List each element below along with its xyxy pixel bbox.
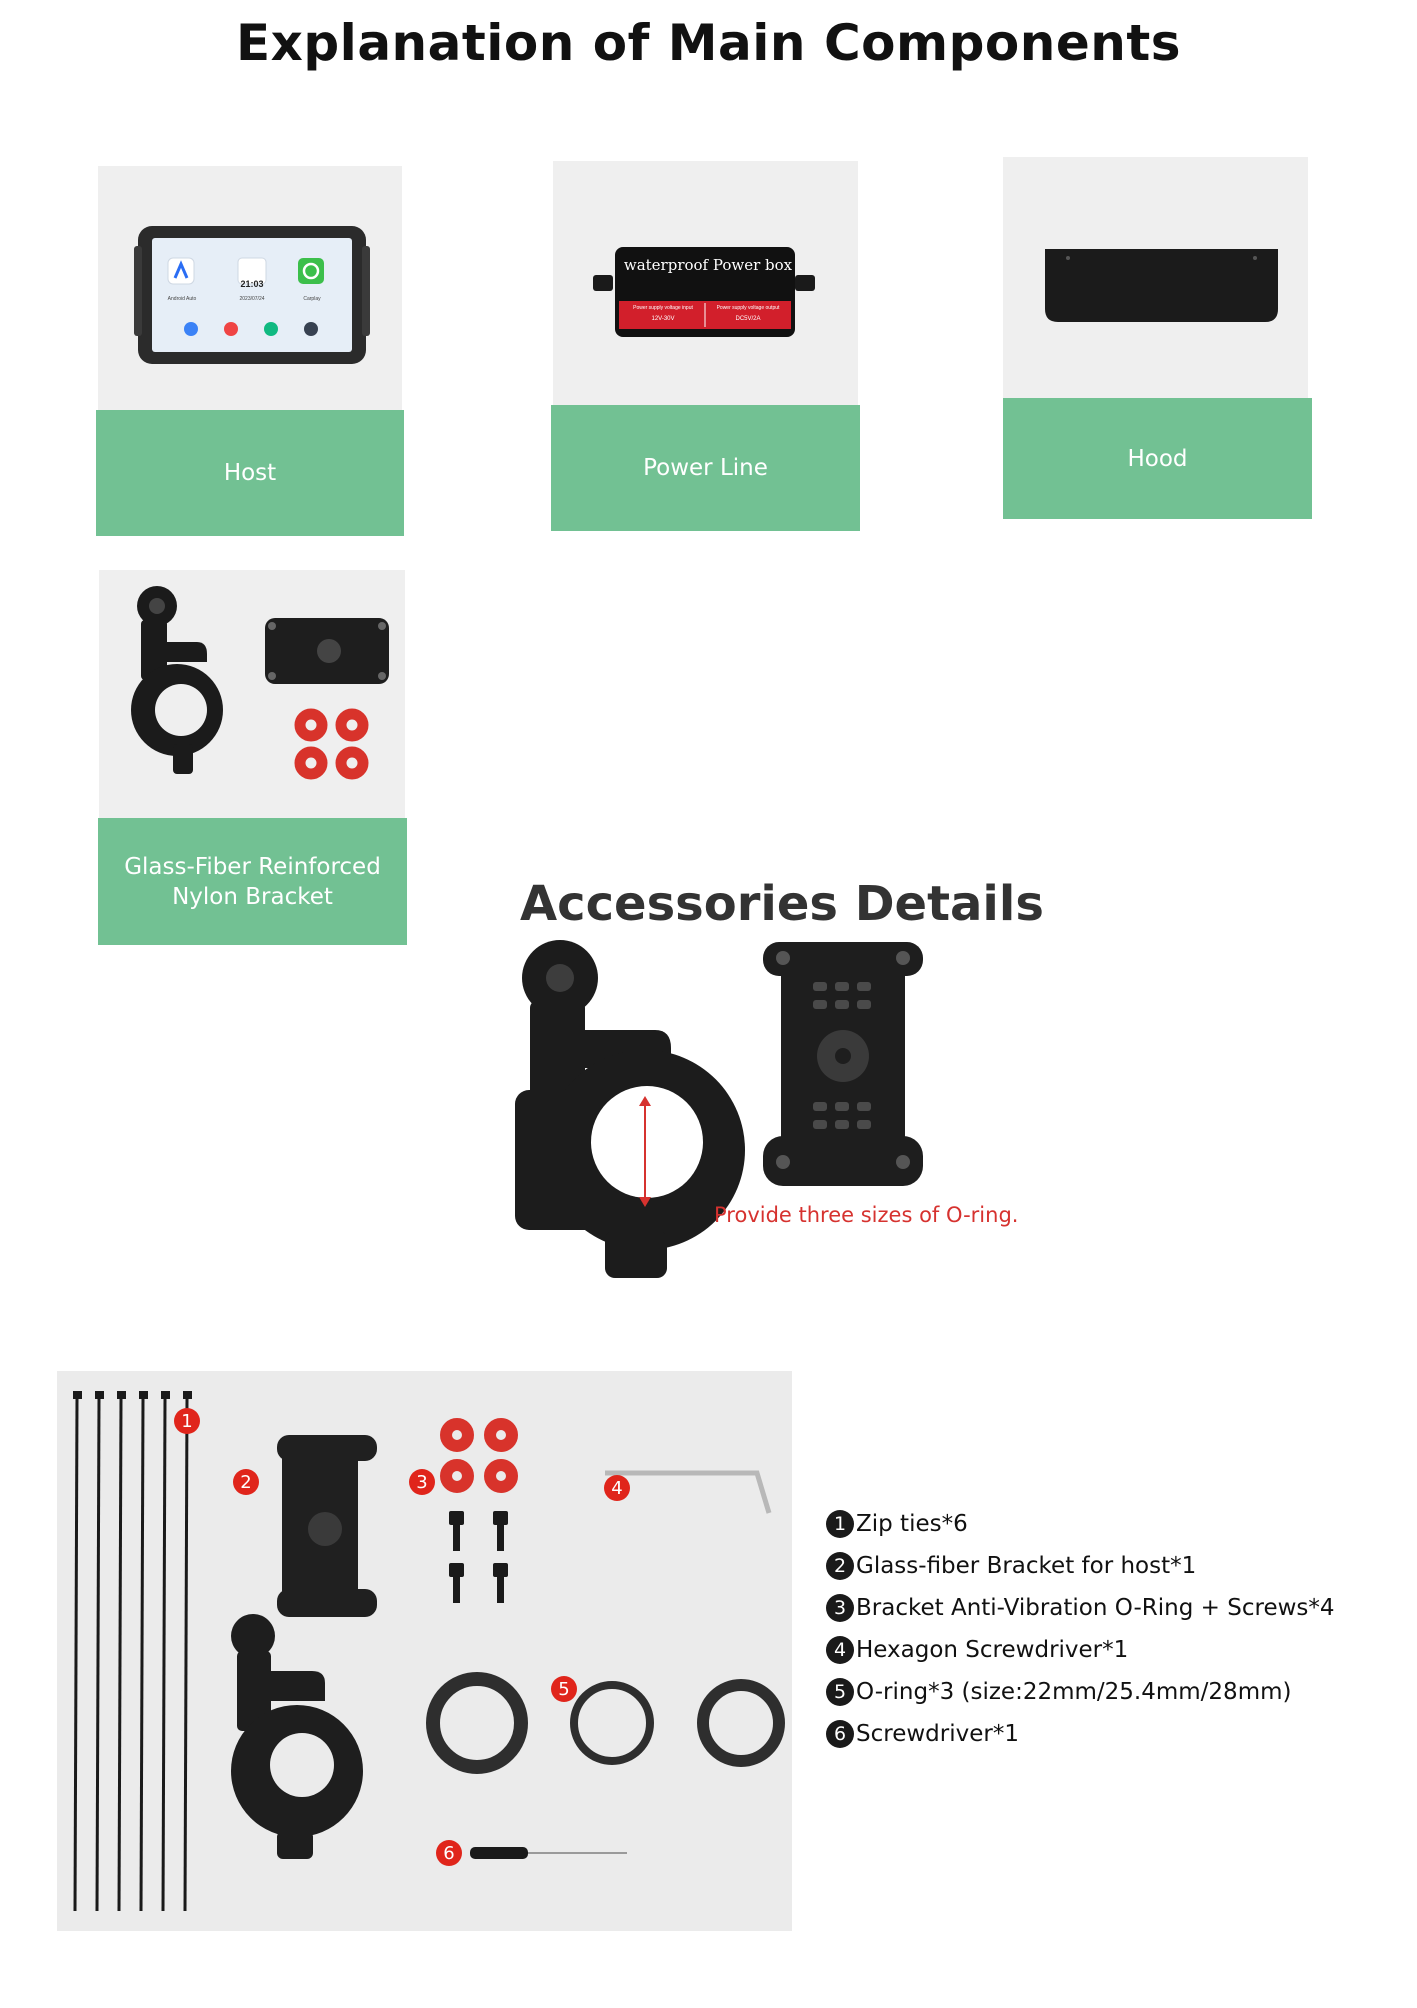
accessories-bracket-illustration: [505, 930, 925, 1280]
kit-marker-2: 2: [233, 1469, 259, 1495]
kit-marker-5: 5: [551, 1676, 577, 1702]
bracket-label-line1: Glass-Fiber Reinforced: [124, 853, 381, 880]
power-box-illustration: [553, 161, 858, 407]
kit-legend: [826, 1503, 1386, 1755]
hood-image: [1003, 157, 1308, 399]
host-image: [98, 166, 402, 410]
legend-number: 5: [826, 1678, 854, 1706]
legend-item: [826, 1503, 1386, 1545]
power-box-output-label: Power supply voltage output: [716, 305, 780, 311]
host-label: Host: [96, 410, 404, 536]
legend-number: 2: [826, 1552, 854, 1580]
oring-size-note: Provide three sizes of O-ring.: [714, 1203, 1019, 1227]
device-app-right-label: Carplay: [303, 296, 321, 302]
bracket-image: [99, 570, 405, 818]
power-box-input-value: 12V-30V: [651, 316, 675, 322]
device-app-left-label: Android Auto: [167, 296, 197, 302]
power-line-image: [553, 161, 858, 407]
legend-text: Glass-fiber Bracket for host*1: [856, 1553, 1197, 1579]
device-time: 21:03: [240, 279, 264, 289]
legend-text: Hexagon Screwdriver*1: [856, 1637, 1129, 1663]
kit-contents-illustration: [57, 1371, 792, 1931]
kit-contents-image: [57, 1371, 792, 1931]
bracket-set-illustration: [99, 570, 405, 818]
power-box-output-value: DC5V/2A: [735, 316, 761, 322]
legend-item: [826, 1629, 1386, 1671]
legend-number: 1: [826, 1510, 854, 1538]
legend-number: 4: [826, 1636, 854, 1664]
power-line-label: Power Line: [551, 405, 860, 531]
kit-marker-3: 3: [409, 1469, 435, 1495]
power-box-input-label: Power supply voltage input: [633, 305, 693, 311]
legend-text: O-ring*3 (size:22mm/25.4mm/28mm): [856, 1679, 1292, 1705]
power-box-title: waterproof Power box: [623, 256, 793, 274]
device-date: 2023/07/24: [239, 296, 265, 302]
legend-number: 6: [826, 1720, 854, 1748]
legend-text: Screwdriver*1: [856, 1721, 1019, 1747]
kit-marker-1: 1: [174, 1408, 200, 1434]
hood-label: Hood: [1003, 398, 1312, 519]
bracket-label-line2: Nylon Bracket: [172, 883, 333, 910]
legend-item: [826, 1587, 1386, 1629]
page-title: Explanation of Main Components: [235, 14, 1181, 72]
kit-marker-6: 6: [436, 1840, 462, 1866]
legend-item: [826, 1713, 1386, 1755]
legend-number: 3: [826, 1594, 854, 1622]
kit-marker-4: 4: [604, 1475, 630, 1501]
legend-text: Bracket Anti-Vibration O-Ring + Screws*4: [856, 1595, 1335, 1621]
accessories-title: Accessories Details: [520, 876, 1044, 932]
legend-text: Zip ties*6: [856, 1511, 968, 1537]
legend-item: [826, 1545, 1386, 1587]
bracket-label: [98, 818, 407, 945]
hood-illustration: [1003, 157, 1308, 399]
legend-item: [826, 1671, 1386, 1713]
